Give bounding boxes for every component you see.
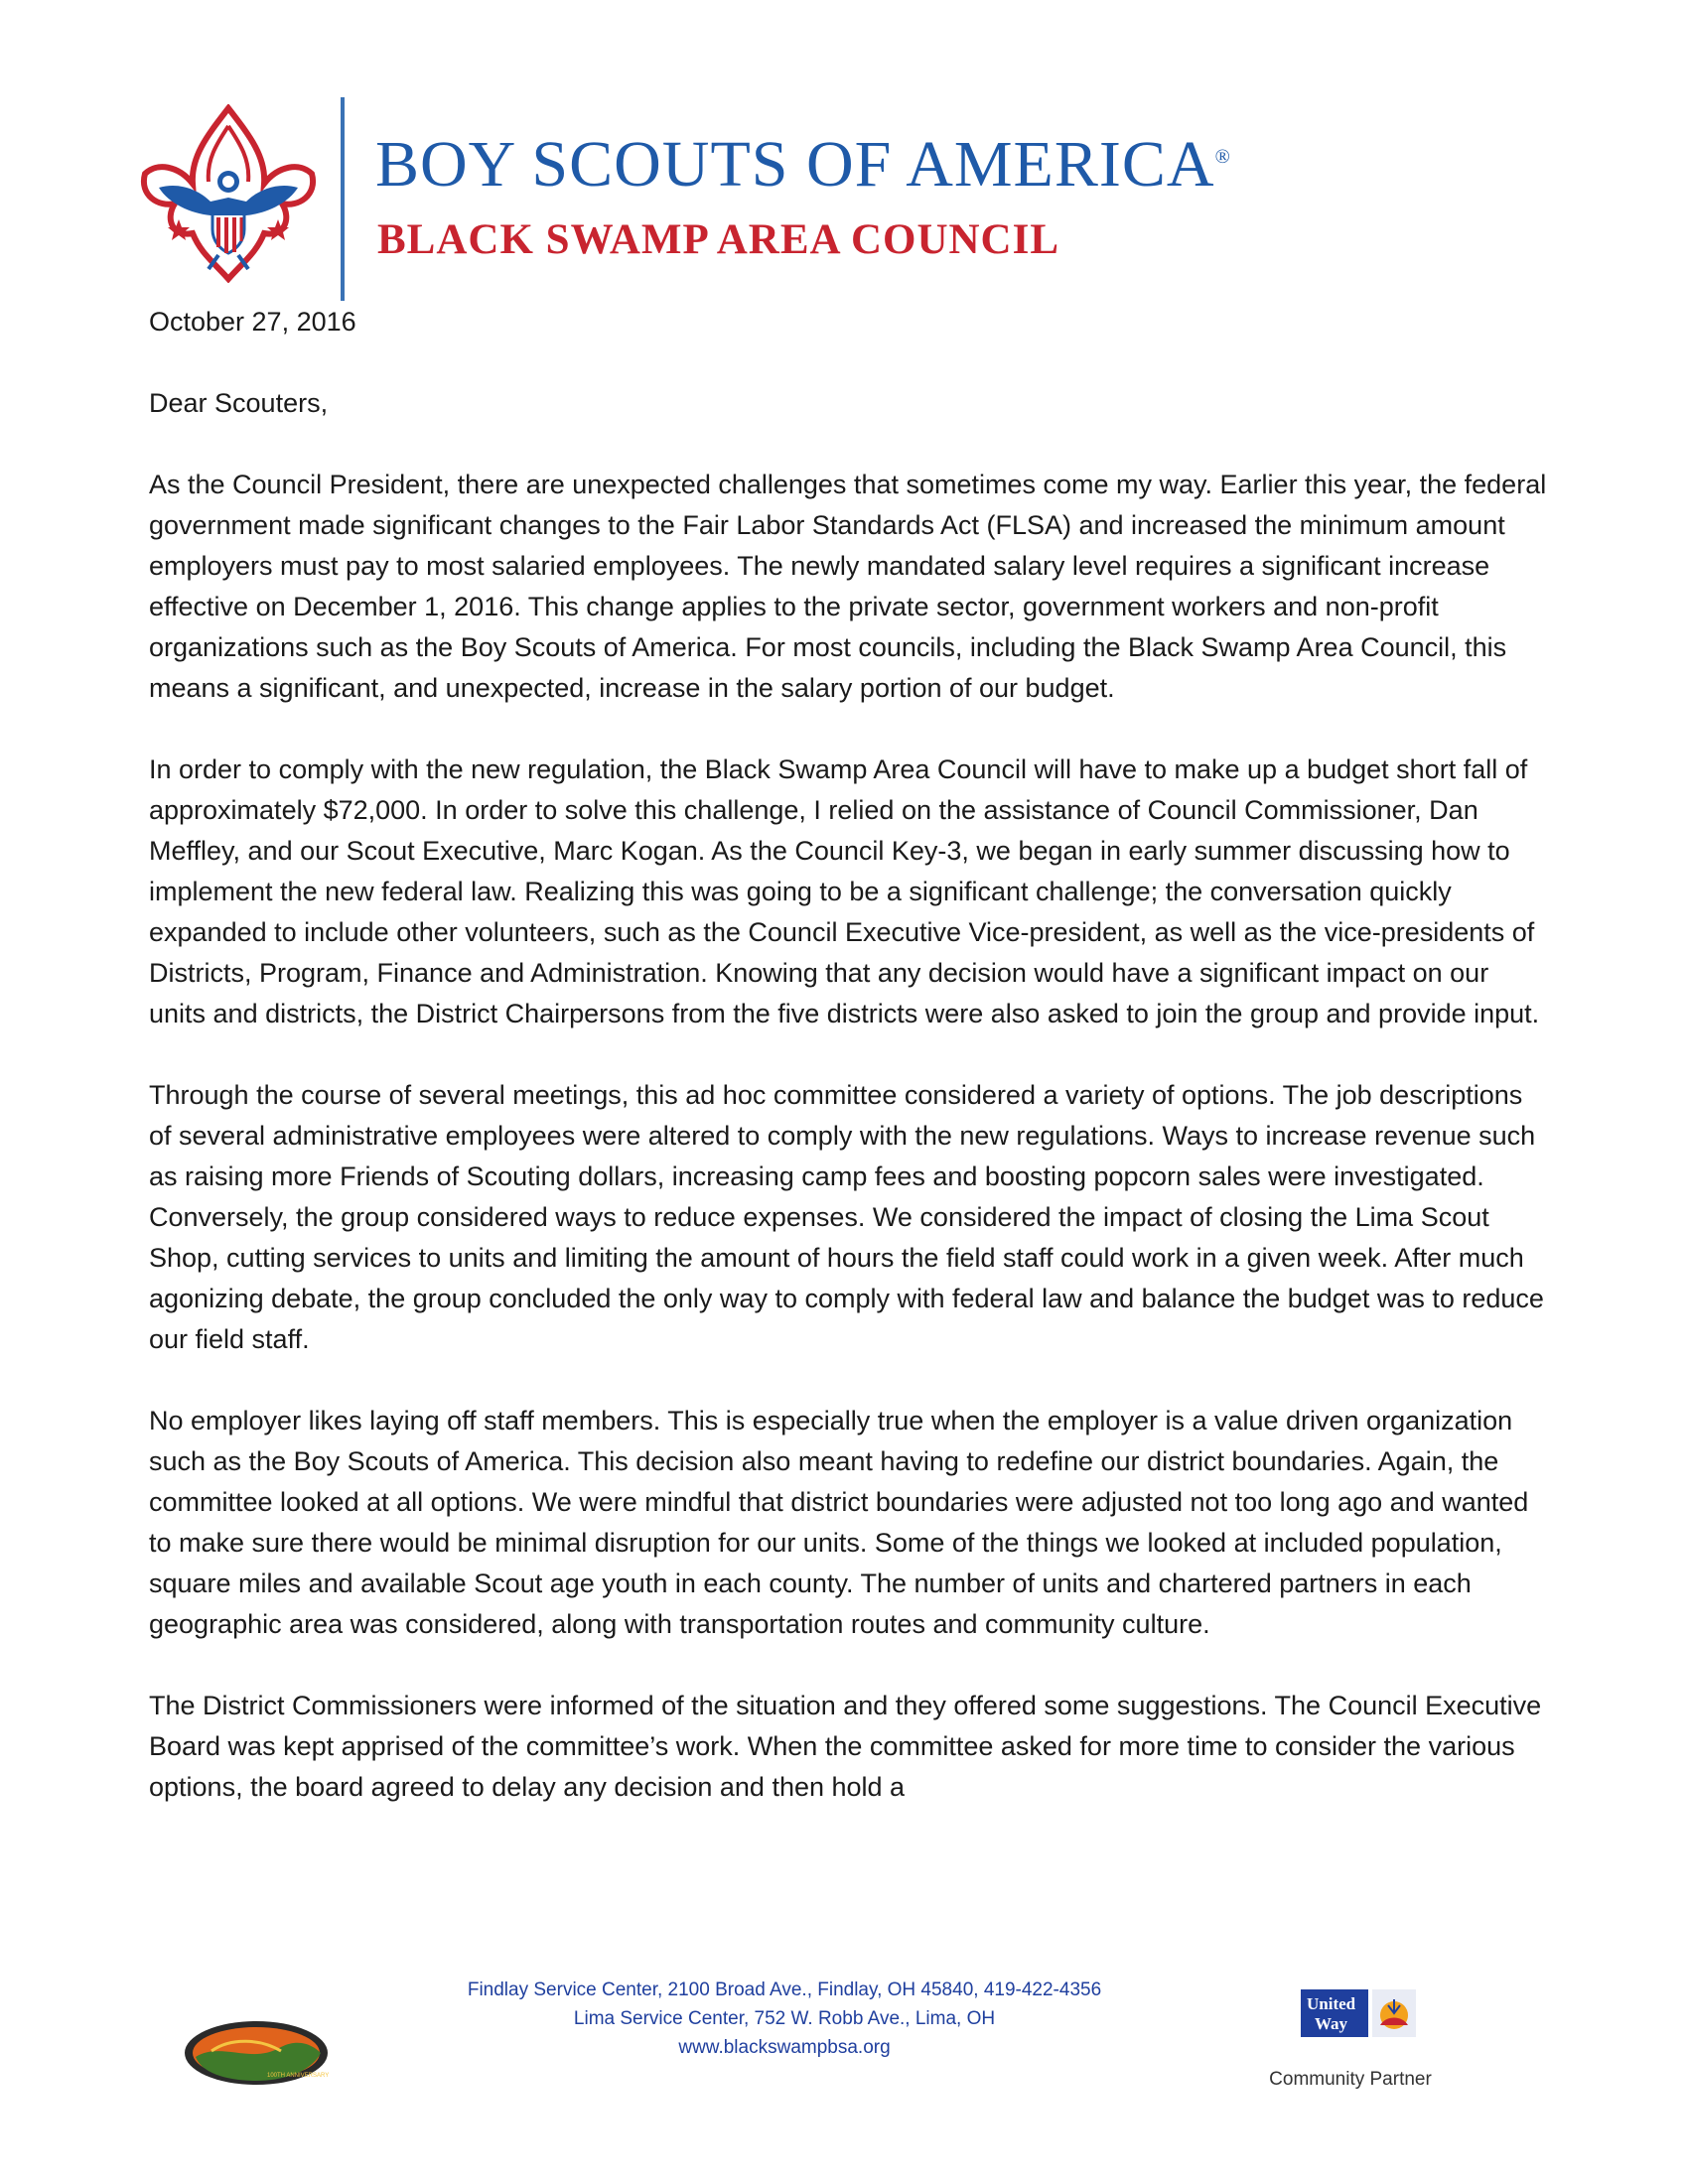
paragraph: In order to comply with the new regulation, the Black Swamp Area Council will have to make up a budget short fall of approximately $72,000. In order to solve this challenge, I relied on the assistance of Council Commissioner, Dan Meffley, and our Scout Executive, Marc Kogan. As the Council Key-3, we began in early summer discussing how to implement the new federal law. Realizing this was going to be a significant challenge; the conversation quickly expanded to include other volunteers, such as the Council Executive Vice-president, as well as the vice-presidents of Districts, Program, Finance and Administration. Knowing that any decision would have a significant impact on our units and districts, the District Chairpersons from the five districts were also asked to join the group and provide input. bbox=[149, 754, 1540, 1028]
council-name: BLACK SWAMP AREA COUNCIL bbox=[377, 216, 1060, 263]
letter-date: October 27, 2016 bbox=[149, 307, 356, 337]
organization-title: BOY SCOUTS OF AMERICA® bbox=[375, 128, 1231, 201]
united-way-word-1: United bbox=[1307, 1994, 1356, 2013]
salutation: Dear Scouters, bbox=[149, 388, 329, 418]
website-link[interactable]: www.blackswampbsa.org bbox=[678, 2037, 891, 2058]
united-way-logo bbox=[1299, 1985, 1418, 2041]
fleur-de-lis-eagle-icon bbox=[139, 104, 318, 283]
address-findlay: Findlay Service Center, 2100 Broad Ave., Findlay, OH 45840, 419-422-4356 bbox=[467, 1979, 1102, 2000]
paragraph: The District Commissioners were informed of the situation and they offered some suggestions. The Council Executive Board was kept apprised of the committee’s work. When the committee asked for more time to consider the various options, the board agreed to delay any decision and then hold a bbox=[149, 1691, 1542, 1802]
registered-mark: ® bbox=[1214, 146, 1231, 168]
letterhead-divider bbox=[341, 97, 345, 301]
letter-body bbox=[149, 302, 1549, 1848]
footer-address bbox=[397, 1976, 1172, 2062]
community-partner-caption: Community Partner bbox=[1269, 2069, 1432, 2090]
paragraph: As the Council President, there are unexpected challenges that sometimes come my way. Earlier this year, the federal government made significant changes to the Fair Labor Standards Act (FLSA) and increased the minimum amount employers must pay to most salaried employees. The newly mandated salary level requires a significant increase effective on December 1, 2016. This change applies to the private sector, government workers and non-profit organizations such as the Boy Scouts of America. For most councils, including the Black Swamp Area Council, this means a significant, and unexpected, increase in the salary portion of our budget. bbox=[149, 470, 1547, 703]
address-lima: Lima Service Center, 752 W. Robb Ave., Lima, OH bbox=[573, 2008, 996, 2029]
council-patch-icon bbox=[182, 2017, 331, 2089]
patch-text: 100TH ANNIVERSARY bbox=[267, 2073, 330, 2079]
paragraph: Through the course of several meetings, this ad hoc committee considered a variety of options. The job descriptions of several administrative employees were altered to comply with the new regulations. Ways to increase revenue such as raising more Friends of Scouting dollars, increasing camp fees and boosting popcorn sales were investigated. Conversely, the group considered ways to reduce expenses. We considered the impact of closing the Lima Scout Shop, cutting services to units and limiting the amount of hours the field staff could work in a given week. After much agonizing debate, the group concluded the only way to comply with federal law and balance the budget was to reduce our field staff. bbox=[149, 1080, 1544, 1354]
paragraph: No employer likes laying off staff members. This is especially true when the employer is a value driven organization such as the Boy Scouts of America. This decision also meant having to redefine our district boundaries. Again, the committee looked at all options. We were mindful that district boundaries were adjusted not too long ago and wanted to make sure there would be minimal disruption for our units. Some of the things we looked at included population, square miles and available Scout age youth in each county. The number of units and chartered partners in each geographic area was considered, along with transportation routes and community culture. bbox=[149, 1406, 1529, 1639]
letterhead bbox=[0, 0, 1688, 298]
footer bbox=[0, 1976, 1688, 2184]
united-way-word-2: Way bbox=[1315, 2014, 1348, 2033]
